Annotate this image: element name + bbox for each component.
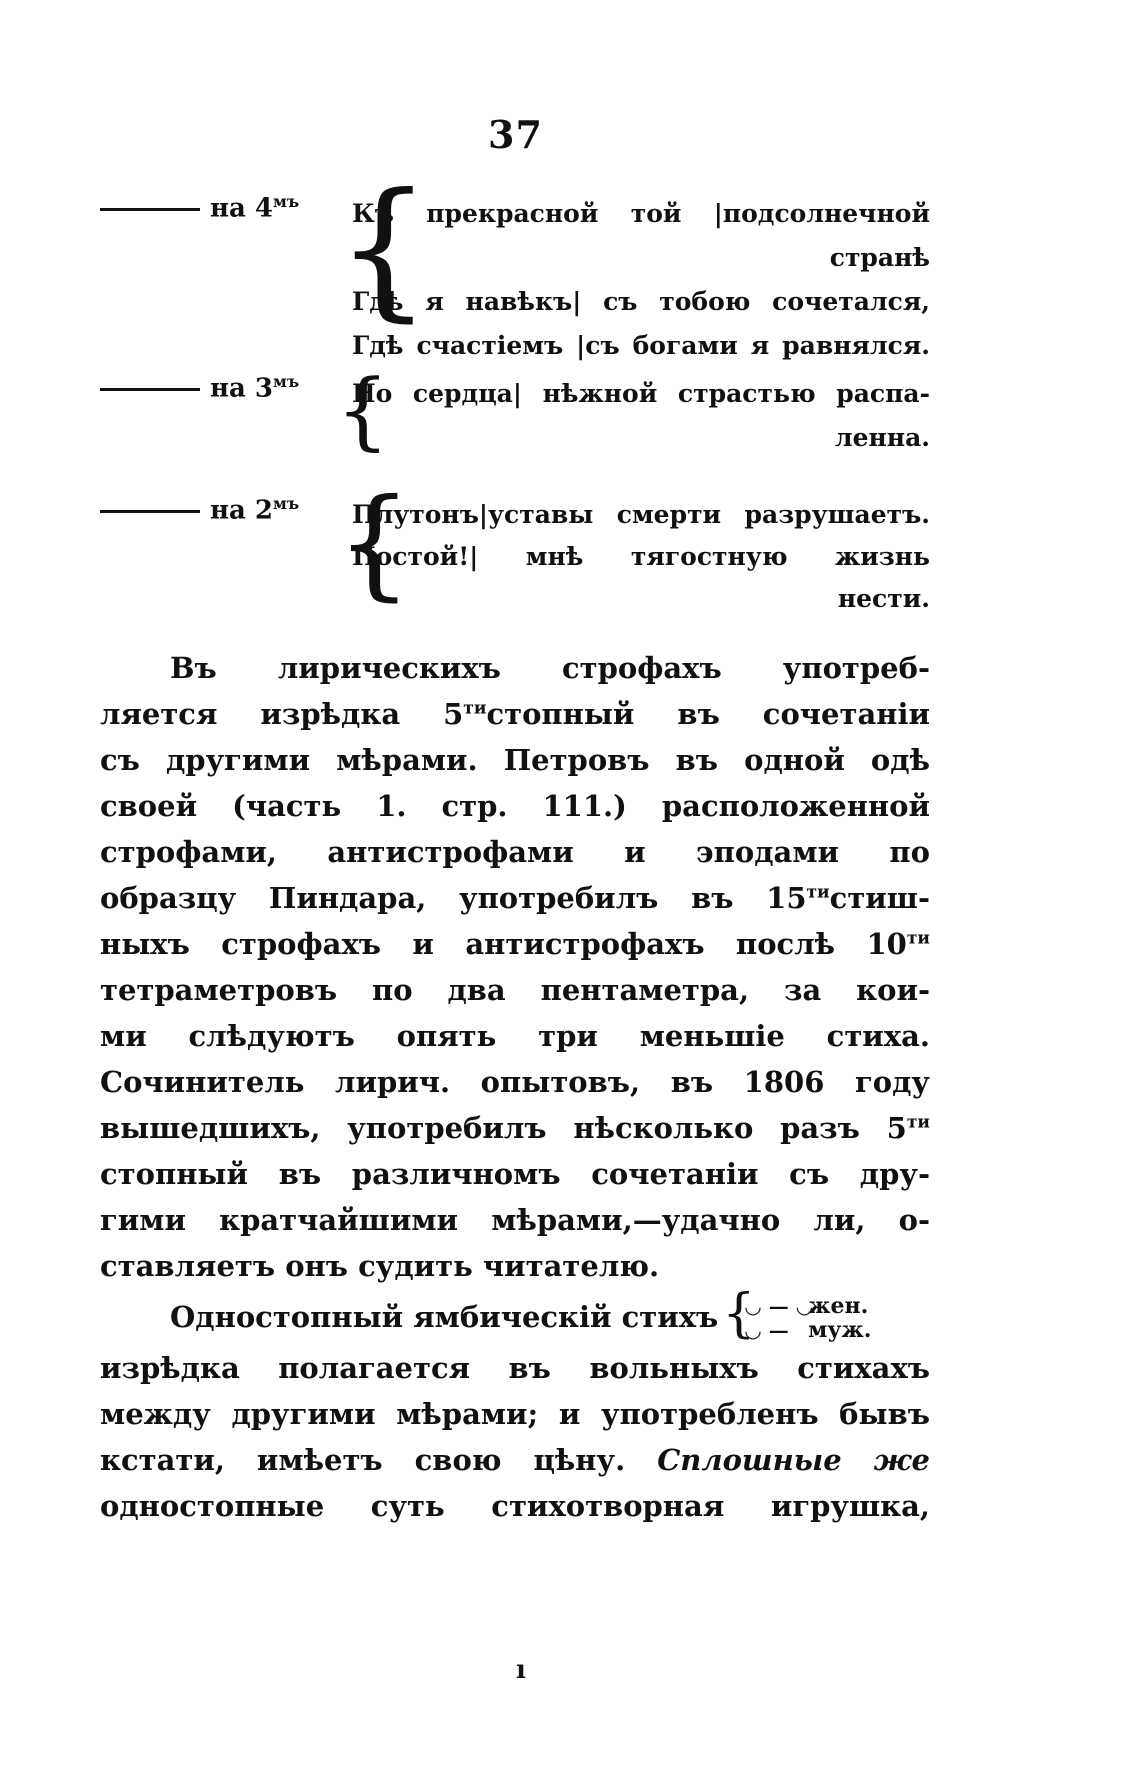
text-line: гими кратчайшими мѣрами,—удачно ли, о- (100, 1203, 930, 1237)
text-fragment: вышедшихъ, употребилъ нѣсколько разъ 5 (100, 1111, 907, 1145)
meter-count: на 3 (210, 373, 274, 404)
curly-brace-icon: { (722, 1284, 756, 1344)
em-dash-rule (100, 388, 200, 391)
text-line (100, 1105, 930, 1151)
text-line: Сочинитель лирич. опытовъ, въ 1806 году (100, 1065, 930, 1099)
text-fragment: ныхъ строфахъ и антистрофахъ послѣ 10 (100, 927, 907, 961)
curly-brace-icon: { (336, 474, 413, 613)
example-label (100, 494, 318, 526)
text-fragment: Одностопный ямбическій стихъ (170, 1300, 719, 1334)
verse-lines (352, 494, 930, 620)
meter-scheme (722, 1284, 887, 1344)
text-line: стопный въ различномъ сочетаніи съ дру- (100, 1157, 930, 1191)
page-number: 37 (488, 112, 543, 157)
text-line: ставляетъ онъ судить читателю. (100, 1249, 660, 1283)
example-label (100, 372, 318, 404)
text-fragment: образцу Пиндара, употребилъ въ 15 (100, 881, 807, 915)
text-fragment: стопный въ сочетаніи (486, 697, 930, 731)
meter-feminine: ◡ — ◡ (744, 1294, 814, 1318)
printer-mark: ı (516, 1655, 526, 1685)
text-fragment: стиш- (829, 881, 930, 915)
meter-count: на 4 (210, 193, 274, 224)
text-line: изрѣдка полагается въ вольныхъ стихахъ (100, 1351, 930, 1385)
superscript: ти (906, 1112, 930, 1133)
text-line: между другими мѣрами; и употребленъ бывъ (100, 1397, 930, 1431)
curly-brace-icon: { (336, 162, 432, 336)
verse-example (100, 361, 930, 462)
text-line: ми слѣдуютъ опять три меньшіе стиха. (100, 1019, 930, 1053)
italic-text: Сплошные же (657, 1443, 930, 1477)
text-line: Въ лирическихъ строфахъ употреб- (170, 651, 930, 685)
text-line (100, 1284, 930, 1345)
meter-suffix: мъ (273, 494, 300, 513)
superscript: ти (806, 882, 830, 903)
verse-example (100, 474, 930, 624)
meter-label: жен. (808, 1293, 869, 1319)
verse-lines (352, 192, 930, 368)
text-line: съ другими мѣрами. Петровъ въ одной одѣ (100, 743, 930, 777)
superscript: ти (463, 698, 487, 719)
text-fragment: кстати, имѣетъ свою цѣну. (100, 1443, 626, 1477)
verse-line: Постой!| мнѣ тягостную жизнь (352, 542, 930, 571)
meter-suffix: мъ (273, 372, 300, 391)
meter-label: муж. (808, 1317, 872, 1343)
text-line (100, 921, 930, 967)
text-line (100, 691, 930, 737)
superscript: ти (906, 928, 930, 949)
verse-line: Къ прекрасной той |подсолнечной (352, 199, 930, 228)
text-line: одностопные суть стихотворная игрушка, (100, 1489, 930, 1523)
text-line (100, 875, 930, 921)
meter-count: на 2 (210, 495, 274, 526)
verse-line: Гдѣ я навѣкъ| съ тобою сочетался, (352, 287, 930, 316)
verse-line: Плутонъ|уставы смерти разрушаетъ. (352, 500, 930, 529)
em-dash-rule (100, 208, 200, 211)
verse-line: нести. (837, 584, 930, 613)
verse-lines (352, 372, 930, 460)
example-label (100, 192, 318, 224)
meter-masculine: ◡ — (744, 1318, 789, 1342)
text-line: тетраметровъ по два пентаметра, за кои- (100, 973, 930, 1007)
meter-suffix: мъ (273, 192, 300, 211)
verse-line: ленна. (834, 423, 930, 452)
text-line (100, 1437, 930, 1483)
curly-brace-icon: { (336, 361, 390, 459)
text-line: строфами, антистрофами и эподами по (100, 835, 930, 869)
text-fragment: ляется изрѣдка 5 (100, 697, 464, 731)
verse-example (100, 162, 930, 360)
body-text (100, 645, 930, 1529)
text-line: своей (часть 1. стр. 111.) расположенной (100, 789, 930, 823)
verse-line: Но сердца| нѣжной страстью распа- (352, 379, 930, 408)
verse-line: Гдѣ счастіемъ |съ богами я равнялся. (352, 331, 930, 360)
verse-line: странѣ (829, 243, 930, 272)
em-dash-rule (100, 510, 200, 513)
